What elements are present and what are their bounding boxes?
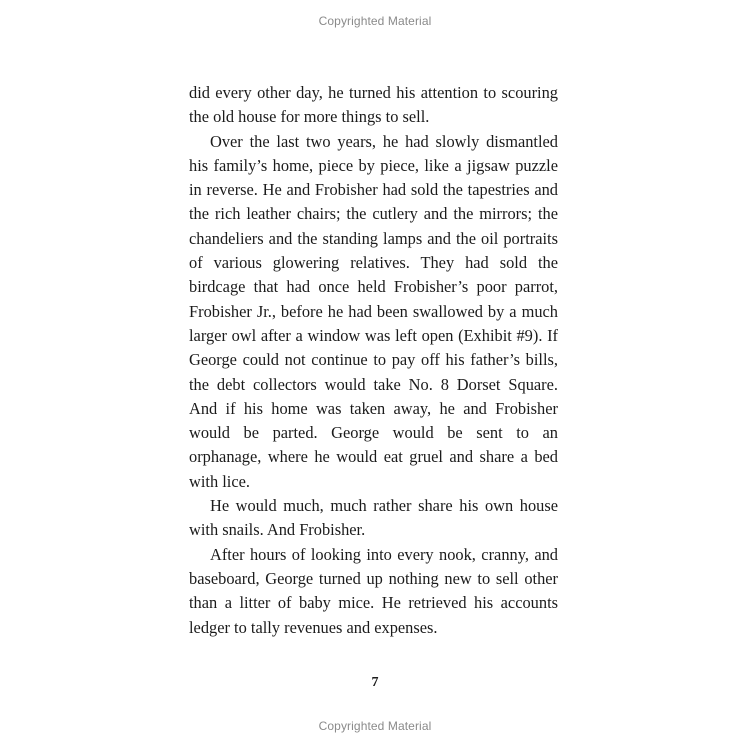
paragraph-ledger: After hours of looking into every nook, cranny, and baseboard, George turned up nothing new to sell other than a litter of baby mice. He retrieved his accounts ledger to tally revenues and expenses. (189, 544, 558, 637)
body-text (189, 81, 558, 640)
page-number: 7 (371, 675, 379, 690)
paragraph-dismantled-home: Over the last two years, he had slowly dismantled his family’s home, piece by piece, like a jigsaw puzzle in reverse. He and Frobisher had sold the tapestries and the rich leather chairs; the cutlery and the mirrors; the chandeliers and the standing lamps and the oil portraits of various glowering relatives. They had sold the birdcage that had once held Frobisher’s poor parrot, Frobisher Jr., before he had been swallowed by a much larger owl after a window was left open (Exhibit #9). If George could not continue to pay off his father’s bills, the debt collectors would take No. 8 Dorset Square. And if his home was taken away, he and Frobisher would be parted. George would be sent to an orphanage, where he would eat gruel and share a bed with lice. (189, 131, 558, 491)
paragraph-snails: He would much, much rather share his own house with snails. And Frobisher. (189, 496, 558, 540)
copyright-watermark-top: Copyrighted Material (318, 14, 432, 28)
copyright-watermark-bottom: Copyrighted Material (318, 719, 432, 733)
paragraph-continuation: did every other day, he turned his attention to scouring the old house for more things to sell. (189, 83, 558, 127)
